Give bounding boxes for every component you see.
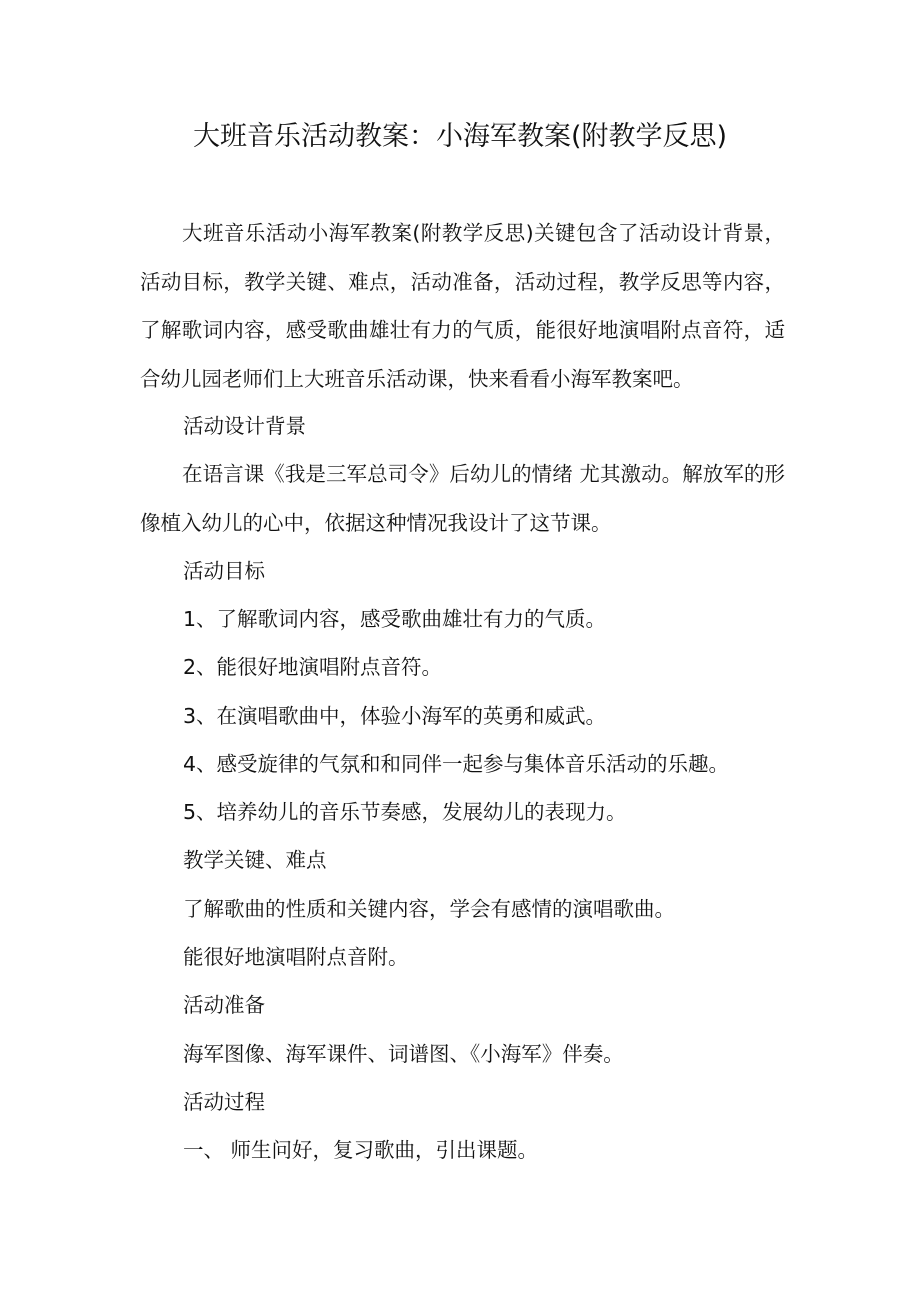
- goal-item-5: 5、培养幼儿的音乐节奏感，发展幼儿的表现力。: [183, 800, 627, 824]
- key-point-1: 了解歌曲的性质和关键内容，学会有感情的演唱歌曲。: [183, 897, 675, 921]
- goal-item-1: 1、了解歌词内容，感受歌曲雄壮有力的气质。: [183, 607, 607, 631]
- heading-key-points: 教学关键、难点: [183, 848, 327, 872]
- key-point-2: 能很好地演唱附点音附。: [183, 945, 409, 969]
- process-step-1: 一、 师生问好，复习歌曲，引出课题。: [183, 1138, 539, 1162]
- heading-process: 活动过程: [183, 1090, 265, 1114]
- goal-item-2: 2、能很好地演唱附点音符。: [183, 655, 443, 679]
- background-paragraph: 在语言课《我是三军总司令》后幼儿的情绪 尤其激动。解放军的形像植入幼儿的心中，依据这种情况我设计了这节课。: [140, 462, 785, 535]
- goal-item-3: 3、在演唱歌曲中，体验小海军的英勇和威武。: [183, 704, 607, 728]
- goal-item-4: 4、感受旋律的气氛和和同伴一起参与集体音乐活动的乐趣。: [183, 752, 730, 776]
- heading-prep: 活动准备: [183, 993, 265, 1017]
- prep-text: 海军图像、海军课件、词谱图、《小海军》伴奏。: [183, 1042, 624, 1066]
- intro-paragraph: 大班音乐活动小海军教案(附教学反思)关键包含了活动设计背景，活动目标，教学关键、难点，活动准备，活动过程，教学反思等内容，了解歌词内容，感受歌曲雄壮有力的气质，能很好地演唱附点音符，适合幼儿园老师们上大班音乐活动课，快来看看小海军教案吧。: [140, 221, 785, 391]
- heading-goals: 活动目标: [183, 559, 265, 583]
- heading-background: 活动设计背景: [183, 414, 306, 438]
- document-title: 大班音乐活动教案：小海军教案(附教学反思): [192, 121, 728, 152]
